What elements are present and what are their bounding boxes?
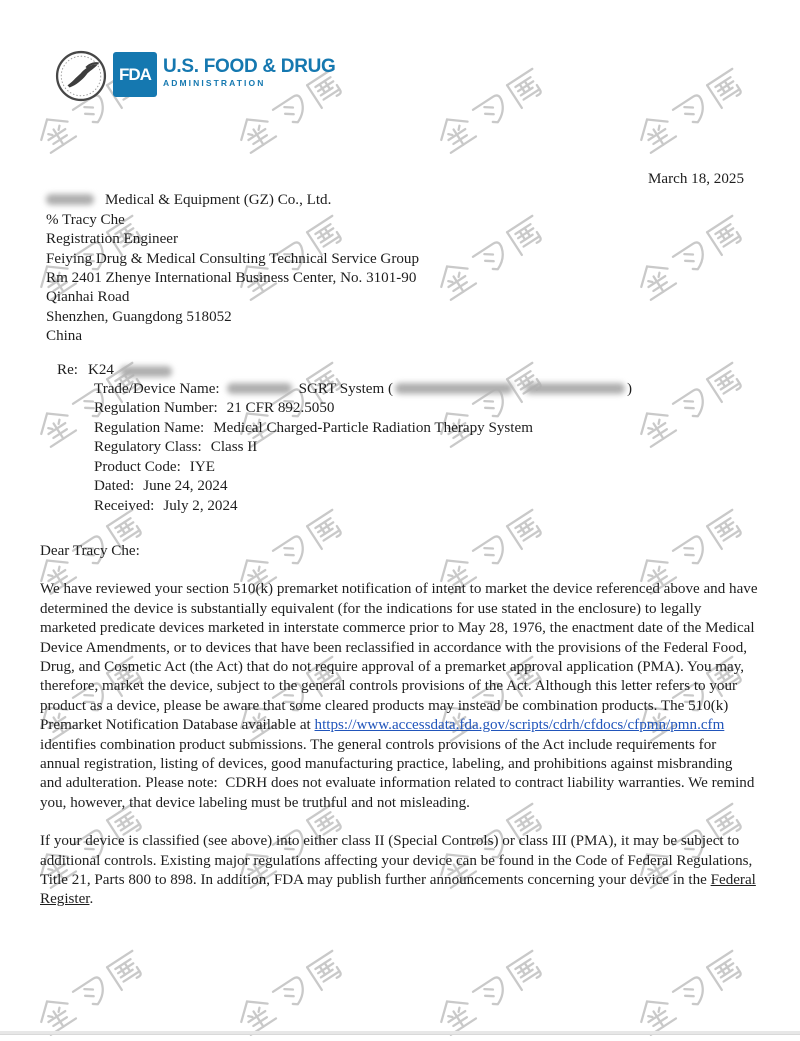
recipient-title: Registration Engineer bbox=[46, 231, 179, 248]
recipient-care-of: % Tracy Che bbox=[46, 211, 125, 228]
scan-bottom-edge bbox=[0, 1031, 800, 1035]
letter-body bbox=[40, 0, 758, 910]
recipient-address-block bbox=[40, 191, 758, 346]
re-field-received: Received: July 2, 2024 bbox=[94, 497, 238, 514]
redacted-model-code-1 bbox=[395, 383, 513, 394]
redacted-company-name bbox=[46, 194, 94, 205]
trade-device-mid: SGRT System ( bbox=[298, 381, 394, 398]
recipient-org: Feiying Drug & Medical Consulting Technical Service Group bbox=[46, 250, 420, 267]
re-field-regulation-number: Regulation Number: 21 CFR 892.5050 bbox=[94, 400, 335, 417]
paragraph-2: If your device is classified (see above) into either class II (Special Controls) or class III (PMA), it may be subject to additional controls. Existing major regulations affecting your device can be found in the Code of Federal Regulations, Title 21, Parts 800 to 898. In addition, FDA may publish further announcements concerning your device in the Federal Register. bbox=[40, 833, 756, 908]
recipient-country: China bbox=[46, 328, 83, 345]
redacted-k-number bbox=[120, 366, 172, 377]
recipient-address2: Qianhai Road bbox=[46, 289, 130, 306]
re-field-regulatory-class: Regulatory Class: Class II bbox=[94, 439, 258, 456]
redacted-trade-name bbox=[227, 383, 292, 394]
federal-register-reference: Federal Register bbox=[40, 872, 756, 908]
re-field-product-code: Product Code: IYE bbox=[94, 458, 215, 475]
paragraph-1: We have reviewed your section 510(k) premarket notification of intent to market the device referenced above and have determined the device is substantially equivalent (for the indications for use stated in the enclosure) to legally marketed predicate devices marketed in interstate commerce prior to May 28, 1976, the enactment date of the Medical Device Amendments, or to devices that have been reclassified in accordance with the provisions of the Federal Food, Drug, and Cosmetic Act (the Act) that do not require approval of a premarket approval application (PMA). You may, therefore, market the device, subject to the general controls provisions of the Act. Although this letter refers to your product as a device, please be aware that some cleared products may instead be combination products. The 510(k) Premarket Notification Database available at https://www.accessdata.fda.gov/scripts/cdrh/cfdocs/cfpmn/pmn.cfm identifies combination product submissions. The general controls provisions of the Act include requirements for annual registration, listing of devices, good manufacturing practice, labeling, and prohibitions against misbranding and adulteration. Please note: CDRH does not evaluate information related to contract liability warranties. We remind you, however, that device labeling must be truthful and not misleading. bbox=[40, 581, 758, 811]
trade-device-line bbox=[57, 380, 758, 399]
re-field-dated: Dated: June 24, 2024 bbox=[94, 478, 228, 495]
recipient-company-line: Medical & Equipment (GZ) Co., Ltd. bbox=[46, 191, 758, 210]
redacted-model-code-2 bbox=[525, 383, 625, 394]
recipient-address3: Shenzhen, Guangdong 518052 bbox=[46, 308, 232, 325]
fda-logo-text: FDA bbox=[119, 64, 151, 84]
premarket-database-link[interactable]: https://www.accessdata.fda.gov/scripts/cdrh/cfdocs/cfpmn/pmn.cfm bbox=[314, 717, 725, 734]
trade-device-close: ) bbox=[627, 381, 633, 398]
recipient-address1: Rm 2401 Zhenye International Business Center, No. 3101-90 bbox=[46, 270, 417, 287]
letter-date: March 18, 2025 bbox=[648, 171, 744, 187]
re-field-regulation-name: Regulation Name: Medical Charged-Particle Radiation Therapy System bbox=[94, 419, 533, 436]
trade-device-label: Trade/Device Name: bbox=[94, 381, 220, 398]
re-line bbox=[57, 361, 758, 380]
k-number: K24 bbox=[87, 361, 114, 378]
salutation: Dear Tracy Che: bbox=[40, 542, 140, 559]
re-label: Re: bbox=[57, 361, 78, 378]
re-block bbox=[40, 361, 758, 516]
brand-title: U.S. FOOD & DRUG bbox=[163, 56, 336, 77]
brand-subtitle: ADMINISTRATION bbox=[163, 78, 266, 88]
